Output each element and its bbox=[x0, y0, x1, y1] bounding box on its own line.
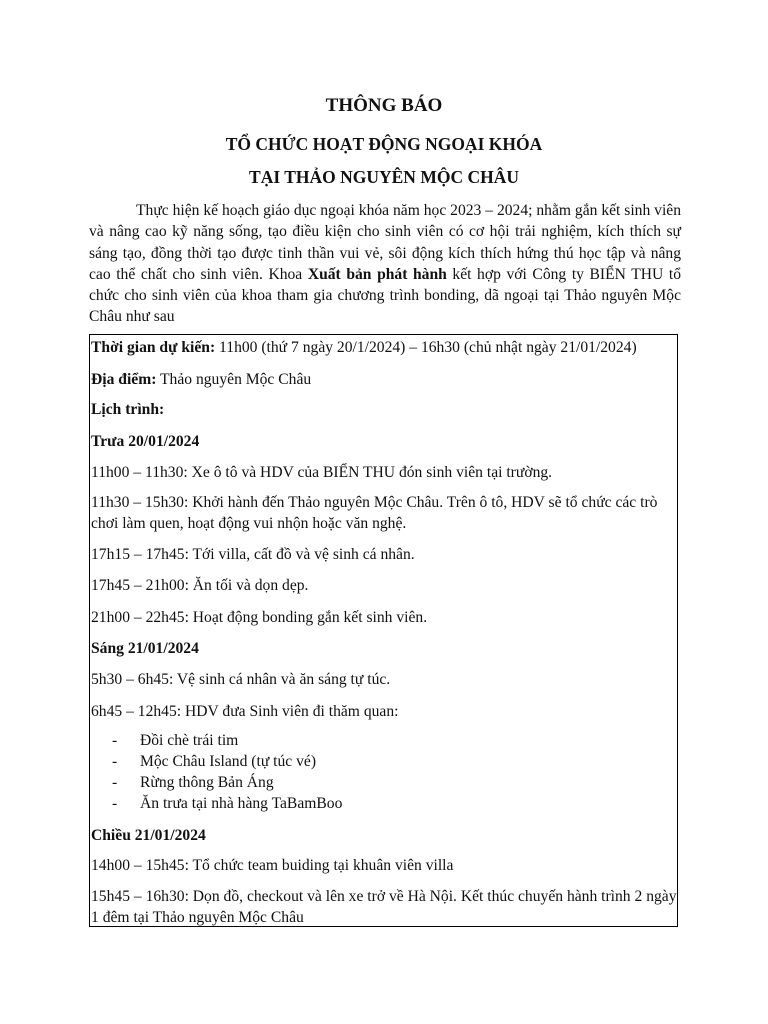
day3-item: 15h45 – 16h30: Dọn đồ, checkout và lên xe trở về Hà Nội. Kết thúc chuyến hành trình 2 ngày 1 đêm tại Thảo nguyên Mộc Châu bbox=[91, 888, 677, 926]
notice-subtitle-location: TẠI THẢO NGUYÊN MỘC CHÂU bbox=[249, 167, 519, 187]
itinerary-heading: Lịch trình: bbox=[91, 401, 165, 418]
notice-title: THÔNG BÁO bbox=[325, 95, 443, 116]
day1-heading: Trưa 20/01/2024 bbox=[91, 433, 200, 450]
day1-item: 17h45 – 21h00: Ăn tối và dọn dẹp. bbox=[91, 577, 309, 594]
time-value: 11h00 (thứ 7 ngày 20/1/2024) – 16h30 (chủ nhật ngày 21/01/2024) bbox=[215, 339, 637, 356]
time-row bbox=[91, 337, 677, 358]
notice-subtitle-activity: TỔ CHỨC HOẠT ĐỘNG NGOẠI KHÓA bbox=[225, 134, 543, 154]
intro-text-2: kết hợp với Công ty BIỂN THU tổ chức cho sinh viên của khoa tham gia chương trình bonding, dã ngoại tại Thảo nguyên Mộc Châu như sau bbox=[89, 265, 681, 326]
intro-text-1: Thực hiện kế hoạch giáo dục ngoại khóa năm học 2023 – 2024; nhằm gắn kết sinh viên và nâng cao kỹ năng sống, tạo điều kiện cho sinh viên có cơ hội trải nghiệm, kích thích sự sáng tạo, đồng thời tạo được tinh thần vui vẻ, sôi động kích thích hứng thú học tập và nâng cao thể chất cho sinh viên. Khoa bbox=[89, 202, 682, 283]
day2-item: 6h45 – 12h45: HDV đưa Sinh viên đi thăm quan: bbox=[91, 703, 399, 720]
day1-item: 11h30 – 15h30: Khởi hành đến Thảo nguyên Mộc Châu. Trên ô tô, HDV sẽ tổ chức các trò chơi làm quen, hoạt động vui nhộn hoặc văn nghệ. bbox=[91, 494, 658, 532]
day1-item: 17h15 – 17h45: Tới villa, cất đồ và vệ sinh cá nhân. bbox=[91, 546, 415, 563]
time-label: Thời gian dự kiến: bbox=[91, 339, 216, 356]
day1-item: 11h00 – 11h30: Xe ô tô và HDV của BIỂN THU đón sinh viên tại trường. bbox=[91, 464, 553, 481]
tour-list-item: - Đồi chè trái tim bbox=[112, 732, 239, 749]
tour-list-item: - Rừng thông Bản Áng bbox=[112, 774, 274, 791]
day2-item: 5h30 – 6h45: Vệ sinh cá nhân và ăn sáng tự túc. bbox=[91, 671, 391, 688]
place-label: Địa điểm: bbox=[91, 371, 157, 388]
day3-item: 14h00 – 15h45: Tổ chức team buiding tại khuân viên villa bbox=[91, 857, 454, 874]
place-row bbox=[91, 369, 677, 390]
schedule-table bbox=[89, 334, 678, 927]
place-value: Thảo nguyên Mộc Châu bbox=[156, 371, 312, 388]
intro-department-name: Xuất bản phát hành bbox=[307, 265, 447, 283]
day1-item: 21h00 – 22h45: Hoạt động bonding gắn kết sinh viên. bbox=[91, 609, 428, 626]
tour-list-item: - Ăn trưa tại nhà hàng TaBamBoo bbox=[112, 795, 343, 812]
intro-paragraph bbox=[89, 200, 681, 328]
day2-heading: Sáng 21/01/2024 bbox=[91, 640, 199, 657]
tour-list-item: - Mộc Châu Island (tự túc vé) bbox=[112, 753, 317, 770]
day3-heading: Chiều 21/01/2024 bbox=[91, 827, 206, 844]
